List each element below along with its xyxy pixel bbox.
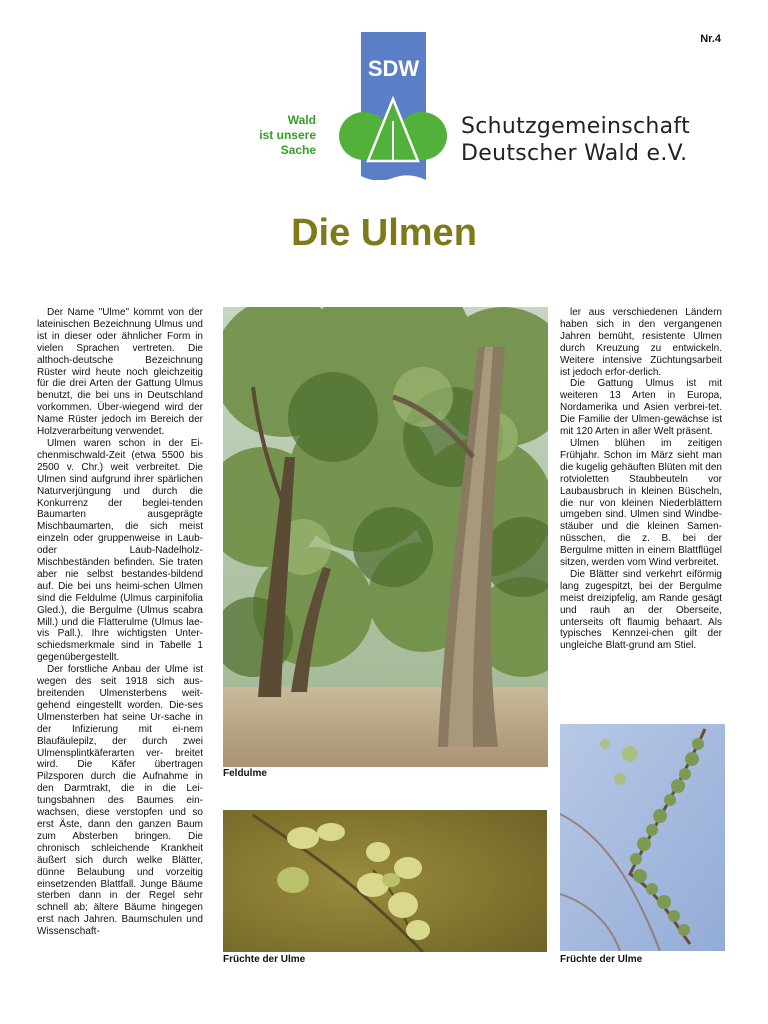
elm-blossom-photo	[560, 724, 725, 951]
elm-fruit-photo	[223, 810, 547, 952]
slogan-line: Wald	[287, 113, 316, 127]
org-line: Deutscher Wald e.V.	[461, 141, 688, 166]
paragraph: Die Blätter sind verkehrt eiförmig lang zugespitzt, bei der Bergulme meist dreizipfelig, am Rande gesägt und rauh an der Oberseite, unterseits oft flaumig behaart. Als typisches Kennzei-chen gilt der ungleiche Blatt-grund am Stiel.	[560, 568, 722, 652]
paragraph: Der forstliche Anbau der Ulme ist wegen des seit 1918 sich aus-breitenden Ulmensterbens weit-gehend eingestellt worden. Die-ses Ulmensterben hat seine Ur-sache in der Infizierung mit ei-nem Blaufäulepilz, der durch zwei Ulmensplintkäferarten ver- breitet wird. Die Käfer übertragen Pilzsporen durch die Aufnahme in den Darmtrakt, die in die Lei-tungsbahnen des Baumes ein-wachsen, diese verstopfen und so erst Äste, dann den ganzen Baum zum Absterben bringen. Die chronisch schleichende Krankheit äußert sich durch welke Blätter, dünne Belaubung und vorzeitig einsetzenden Blattfall. Junge Bäume sterben dann in der Regel sehr schnell ab; ältere Bäume hingegen erst nach Jahren. Baumschulen und Wissenschaft-	[37, 664, 203, 938]
organization-name	[461, 113, 690, 167]
tree-emblem-icon	[338, 95, 448, 163]
photo-caption: Früchte der Ulme	[223, 954, 306, 965]
tree-photo	[223, 307, 548, 767]
issue-number: Nr.4	[700, 33, 721, 45]
page-title: Die Ulmen	[291, 212, 477, 254]
paragraph: Die Gattung Ulmus ist mit weiteren 13 Arten in Europa, Nordamerika und Asien verbrei-tet. Die Familie der Ulmen-gewächse ist mit 120 Arten in aller Welt präsent.	[560, 378, 722, 438]
logo-abbrev: SDW	[367, 56, 420, 81]
paragraph: Der Name "Ulme" kommt von der lateinischen Bezeichnung Ulmus und ist in dieser oder ähnlicher Form in vielen Sprachen vertreten. Die althoch-deutsche Bezeichnung Rüster wird heute noch gleichzeitig für die drei Arten der Gattung Ulmus benutzt, die bei uns in Deutschland vorkommen. Über-wiegend wird der Name Rüster jedoch im Bereich der Holzverarbeitung verwendet.	[37, 307, 203, 438]
paragraph: Ulmen blühen im zeitigen Frühjahr. Schon im März sieht man die kugelig gehäuften Blüten mit den rotvioletten Staubbeuteln vor Laubausbruch in kleinen Büscheln, die nur von kleinen Niederblättern umgeben sind. Ulmen sind Windbe-stäuber und die kleinen Samen-nüsschen, die z. B. bei der Bergulme mitten in einem Blattflügel sitzen, werden vom Wind verbreitet.	[560, 437, 722, 569]
text-column-left	[37, 307, 203, 938]
paragraph: Ulmen waren schon in der Ei-chenmischwald-Zeit (etwa 5500 bis 2500 v. Chr.) weit verbreitet. Die Ulmen sind aufgrund ihrer spärlichen Naturverjüngung und durch die Konkurrenz der beglei-tenden Baumarten ausgeprägte Mischbaumarten, die sich meist einzeln oder gruppenweise in Laub- oder Laub-Nadelholz-Mischbeständen befinden. Sie traten aber nie selbst bestandes-bildend auf. Die bei uns heimi-schen Ulmen sind die Feldulme (Ulmus carpinifolia Gled.), die Bergulme (Ulmus scabra Mill.) und die Flatterulme (Ulmus lae-vis Pall.). Ihre wichtigsten Unter-schiedsmerkmale sind in Tabelle 1 gegenübergestellt.	[37, 437, 203, 664]
slogan-line: ist unsere	[259, 128, 316, 142]
slogan	[228, 113, 316, 158]
org-line: Schutzgemeinschaft	[461, 114, 691, 139]
text-column-right	[560, 307, 722, 652]
slogan-line: Sache	[280, 143, 316, 157]
photo-caption: Früchte der Ulme	[560, 954, 643, 965]
photo-caption: Feldulme	[223, 768, 267, 779]
paragraph: ler aus verschiedenen Ländern haben sich in den vergangenen Jahren bemüht, resistente Ulmen durch Kreuzung zu entwickeln. Weitere intensive Züchtungsarbeit ist jedoch erfor-derlich.	[560, 307, 722, 378]
